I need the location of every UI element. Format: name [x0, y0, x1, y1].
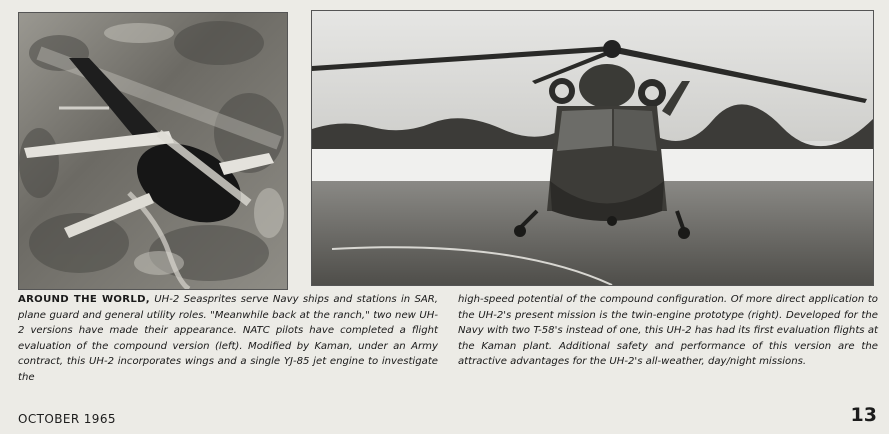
twin-engine-helicopter-image	[312, 11, 873, 285]
compound-helicopter-image	[19, 13, 287, 289]
issue-date: OCTOBER 1965	[18, 412, 116, 426]
page-number: 13	[850, 404, 877, 426]
twin-engine-helicopter-photo	[311, 10, 874, 286]
caption-right-text: high-speed potential of the compound configuration. Of more direct application to the UH-2's present mission is the twin-engine prototype (right). Developed for the Navy with two T-58's instead of one, this UH-2 has had its first evaluation flights at the Kaman plant. Additional safety and performance of this version are the attractive advantages for the UH-2's all-weather, day/night missions.	[458, 294, 878, 368]
compound-helicopter-photo	[18, 12, 288, 290]
caption-right-column	[458, 292, 878, 370]
caption-left-column	[18, 292, 438, 386]
caption-left-text: UH-2 Seasprites serve Navy ships and stations in SAR, plane guard and general utility roles. "Meanwhile back at the ranch," two new UH-2 versions have made their appearance. NATC pilots have completed a flight evaluation of the compound version (left). Modified by Kaman, under an Army contract, this UH-2 incorporates wings and a single YJ-85 jet engine to investigate the	[18, 294, 438, 383]
caption-lead: AROUND THE WORLD,	[18, 294, 150, 305]
